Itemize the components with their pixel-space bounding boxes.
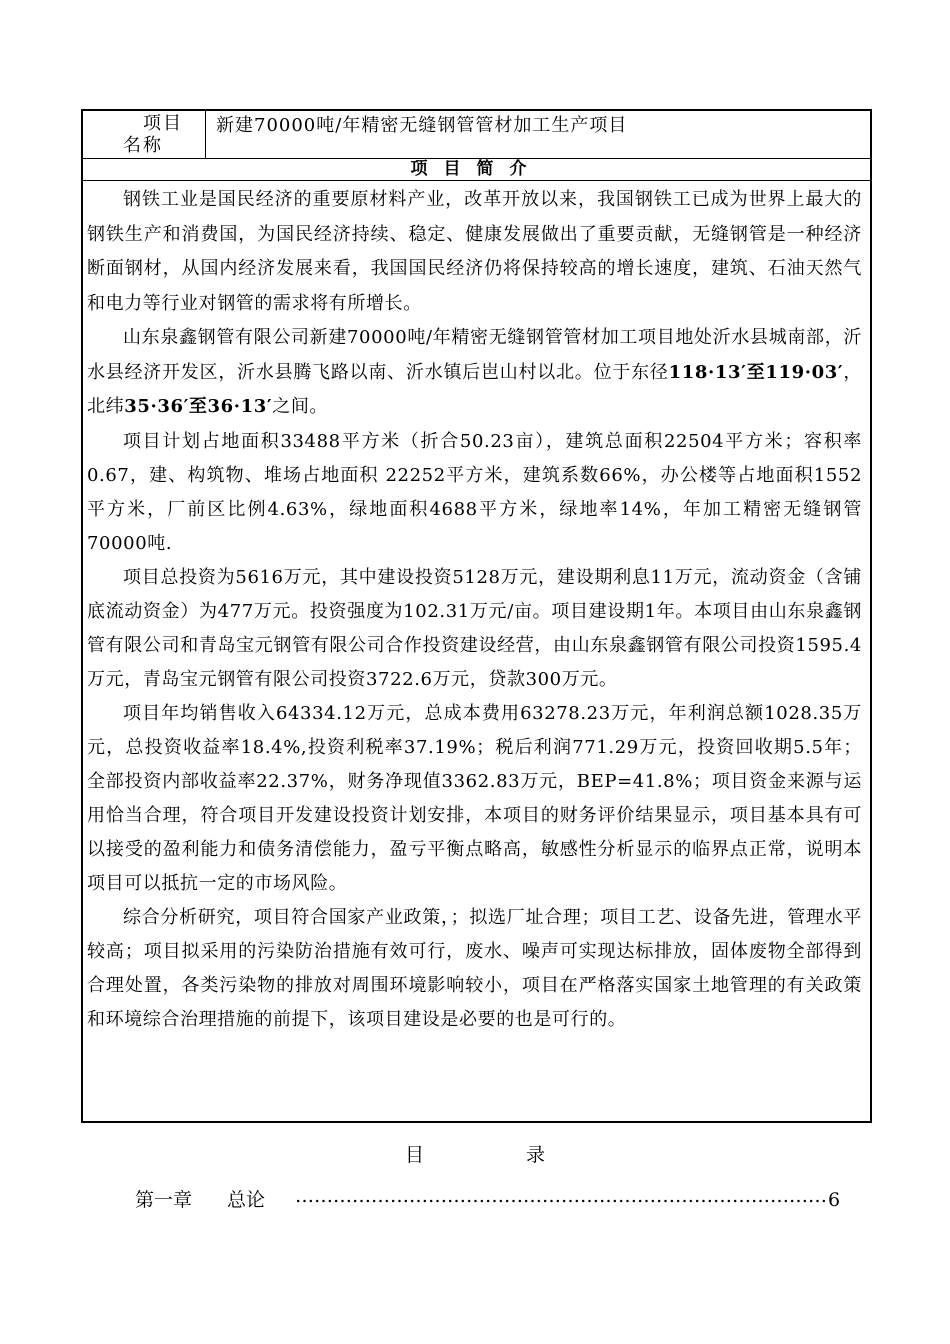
toc-page-number: 6 xyxy=(828,1189,841,1211)
toc-heading: 总论 xyxy=(227,1189,266,1211)
longitude-range: 118·13′至119·03′ xyxy=(668,361,844,383)
toc-title-left: 目 xyxy=(404,1144,424,1166)
toc-chapter: 第一章 xyxy=(135,1189,193,1211)
toc-title xyxy=(0,1140,950,1167)
intro-paragraph-4: 项目总投资为5616万元，其中建设投资5128万元，建设期利息11万元，流动资金（含铺底流动资金）为477万元。投资强度为102.31万元/亩。项目建设期1年。本项目由山东泉鑫钢管有限公司和青岛宝元钢管有限公司合作投资建设经营，由山东泉鑫钢管有限公司投资1595.4万元，青岛宝元钢管有限公司投资3722.6万元，贷款300万元。 xyxy=(87,566,862,690)
toc-entry[interactable] xyxy=(135,1185,841,1214)
project-name-value: 新建70000吨/年精密无缝钢管管材加工生产项目 xyxy=(216,115,628,136)
project-name-label-line2: 名称 xyxy=(123,135,163,156)
project-name-label xyxy=(83,111,206,158)
intro-content xyxy=(87,183,862,1037)
intro-paragraph-3: 项目计划占地面积33488平方米（折合50.23亩），建筑总面积22504平方米；容积率0.67，建、构筑物、堆场占地面积 22252平方米，建筑系数66%，办公楼等占地面积1552平方米，厂前区比例4.63%，绿地面积4688平方米，绿地率14%，年加工精密无缝钢管70000吨. xyxy=(87,430,862,554)
intro-paragraph-1: 钢铁工业是国民经济的重要原材料产业，改革开放以来，我国钢铁工已成为世界上最大的钢铁生产和消费国，为国民经济持续、稳定、健康发展做出了重要贡献，无缝钢管是一种经济断面钢材，从国内经济发展来看，我国国民经济仍将保持较高的增长速度，建筑、石油天然气和电力等行业对钢管的需求将有所增长。 xyxy=(87,189,862,314)
toc-title-right: 录 xyxy=(526,1144,546,1166)
latitude-range: 35·36′至36·13′ xyxy=(124,396,273,417)
intro-heading: 项目简介 xyxy=(83,158,870,181)
project-info-table xyxy=(81,109,872,1123)
location-suffix: 之间。 xyxy=(272,396,329,417)
location-text: 山东泉鑫钢管有限公司新建70000吨/年精密无缝钢管管材加工项目地处沂水县城南部，沂水县经济开发区，沂水县腾飞路以南、沂水镇后岜山村以北。位于东径 xyxy=(87,327,862,383)
intro-paragraph-2 xyxy=(87,321,862,425)
project-name-label-line1: 项目 xyxy=(143,113,183,134)
toc-leader-dots: ………………………………………………………………………… xyxy=(295,1185,827,1207)
intro-paragraph-5: 项目年均销售收入64334.12万元，总成本费用63278.23万元，年利润总额1028.35万元，总投资收益率18.4%,投资利税率37.19%；税后利润771.29万元，投资回收期5.5年；全部投资内部收益率22.37%，财务净现值3362.83万元，BEP=41.8%；项目资金来源与运用恰当合理，符合项目开发建设投资计划安排，本项目的财务评价结果显示，项目基本具有可以接受的盈利能力和债务清偿能力，盈亏平衡点略高，敏感性分析显示的临界点正常，说明本项目可以抵抗一定的市场风险。 xyxy=(87,702,862,894)
project-name-row xyxy=(83,111,870,159)
intro-paragraph-6: 综合分析研究，项目符合国家产业政策，；拟选厂址合理；项目工艺、设备先进，管理水平较高；项目拟采用的污染防治措施有效可行，废水、噪声可实现达标排放，固体废物全部得到合理处置，各类污染物的排放对周围环境影响较小，项目在严格落实国家土地管理的有关政策和环境综合治理措施的前提下，该项目建设是必要的也是可行的。 xyxy=(87,906,862,1030)
latitude-prefix: ，北纬 xyxy=(87,361,862,417)
